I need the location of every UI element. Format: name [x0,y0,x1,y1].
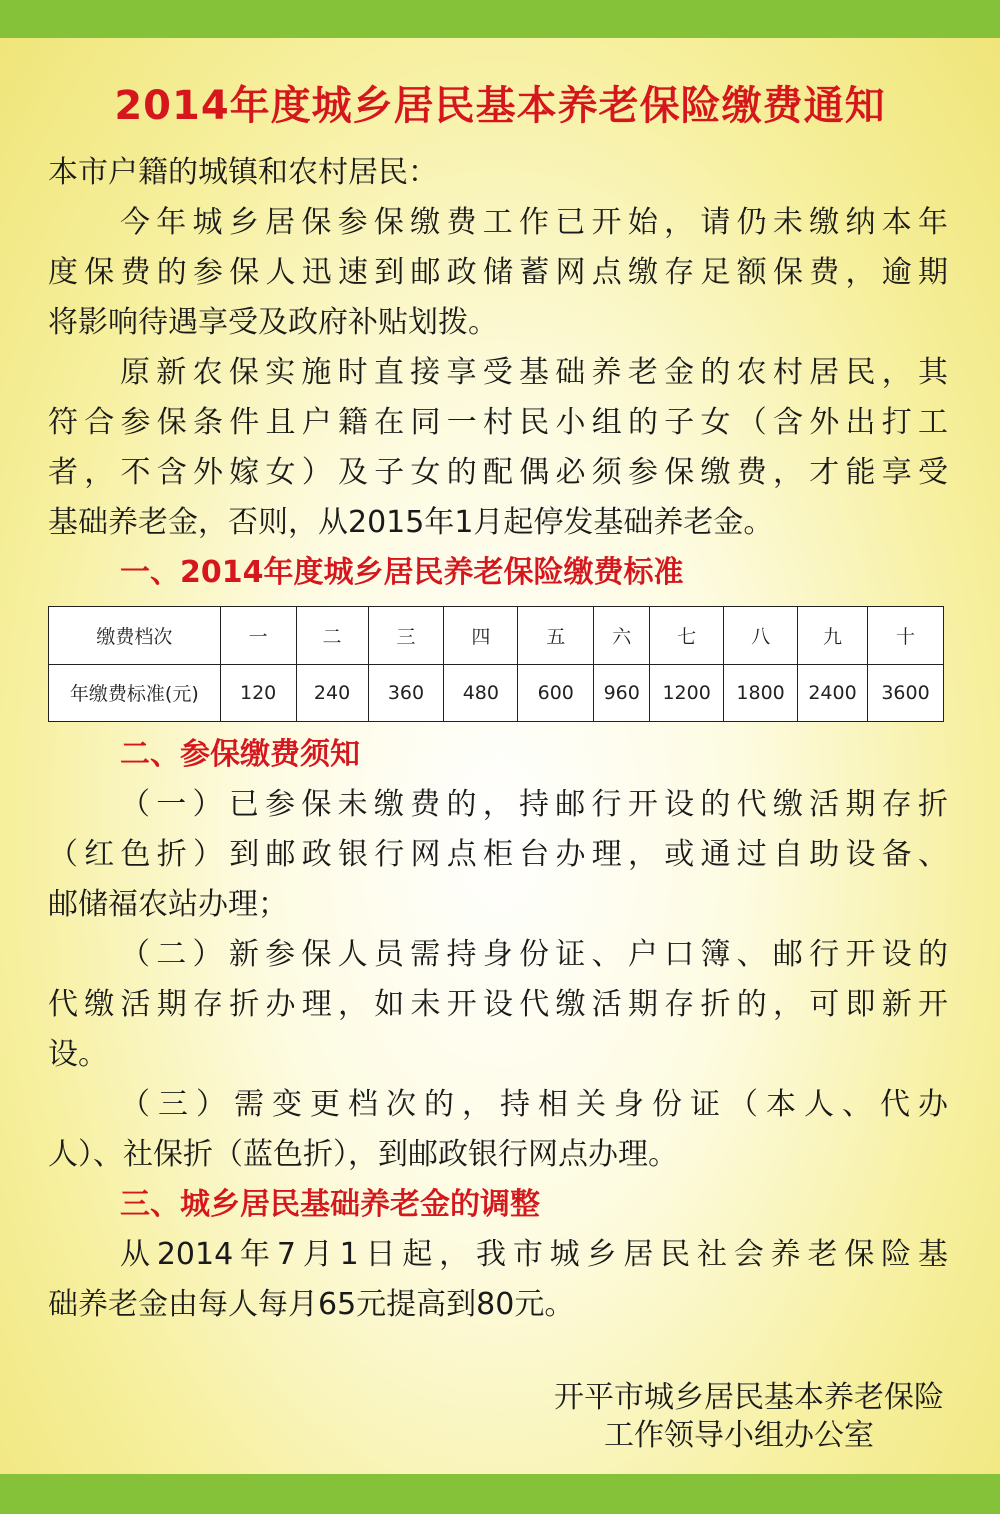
section-2-heading: 二、参保缴费须知 [120,737,360,772]
amount-cell: 360 [368,664,444,722]
amounts-header-cell: 年缴费标准(元) [49,664,221,722]
amount-cell: 1200 [650,664,724,722]
section-3-heading: 三、城乡居民基础养老金的调整 [120,1187,540,1222]
amount-cell: 120 [220,664,296,722]
table-row-levels [49,607,944,665]
fee-standard-table [48,606,944,722]
paragraph-2: 原新农保实施时直接享受基础养老金的农村居民，其 符合参保条件且户籍在同一村民小组的子女（含外出打工 者，不含外嫁女）及子女的配偶必须参保缴费，才能享受 基础养老金，否则，从2015年1月起停发基础养老金。 [48,355,948,540]
level-cell: 二 [296,607,368,665]
table-row-amounts [49,664,944,722]
level-cell: 六 [594,607,650,665]
level-cell: 一 [220,607,296,665]
level-cell: 十 [867,607,943,665]
level-cell: 五 [518,607,594,665]
signature-line-2: 工作领导小组办公室 [604,1418,874,1453]
notice-item-1: （一）已参保未缴费的，持邮行开设的代缴活期存折 （红色折）到邮政银行网点柜台办理，或通过自助设备、 邮储福农站办理； [48,787,948,922]
amount-cell: 480 [444,664,518,722]
level-cell: 三 [368,607,444,665]
top-green-bar [0,0,1000,38]
notice-item-3: （三）需变更档次的，持相关身份证（本人、代办 人）、社保折（蓝色折），到邮政银行网点办理。 [48,1087,948,1172]
greeting: 本市户籍的城镇和农村居民： [48,155,438,190]
signature-line-1: 开平市城乡居民基本养老保险 [554,1380,944,1415]
amount-cell: 960 [594,664,650,722]
amount-cell: 1800 [724,664,798,722]
section-1-heading: 一、2014年度城乡居民养老保险缴费标准 [120,555,684,590]
paragraph-1: 今年城乡居保参保缴费工作已开始，请仍未缴纳本年 度保费的参保人迅速到邮政储蓄网点缴存足额保费，逾期 将影响待遇享受及政府补贴划拨。 [48,205,948,340]
level-cell: 九 [798,607,868,665]
level-cell: 八 [724,607,798,665]
level-cell: 七 [650,607,724,665]
levels-header-cell: 缴费档次 [49,607,221,665]
level-cell: 四 [444,607,518,665]
paragraph-3: 从2014年7月1日起，我市城乡居民社会养老保险基 础养老金由每人每月65元提高到80元。 [48,1237,948,1322]
amount-cell: 600 [518,664,594,722]
amount-cell: 240 [296,664,368,722]
amount-cell: 2400 [798,664,868,722]
amount-cell: 3600 [867,664,943,722]
bottom-green-bar [0,1474,1000,1514]
notice-item-2: （二）新参保人员需持身份证、户口簿、邮行开设的 代缴活期存折办理，如未开设代缴活期存折的，可即新开 设。 [48,937,948,1072]
page-title: 2014年度城乡居民基本养老保险缴费通知 [114,83,886,129]
